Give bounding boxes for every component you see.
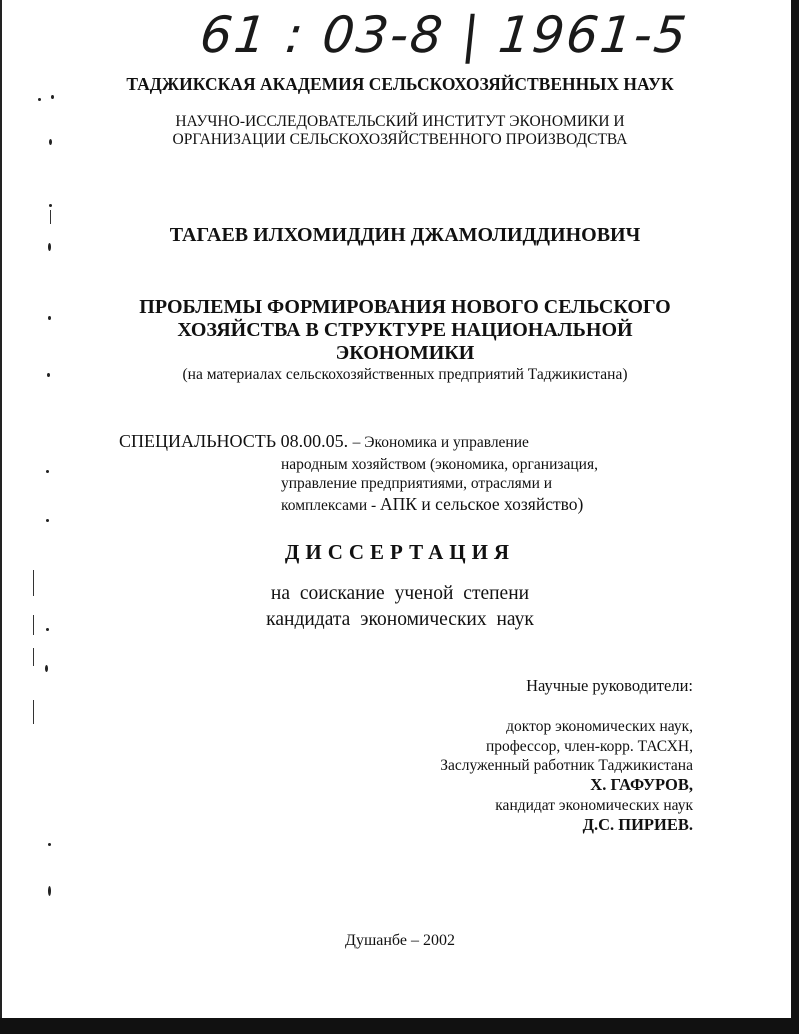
degree-line-1: на соискание ученой степени (270, 583, 530, 604)
specialty-heading (119, 431, 529, 452)
scan-left-edge (0, 0, 2, 1034)
scan-speck (48, 843, 51, 846)
author-name: ТАГАЕВ ИЛХОМИДДИН ДЖАМОЛИДДИНОВИЧ (169, 224, 641, 246)
scan-speck (46, 628, 49, 631)
specialty-line-4 (281, 494, 583, 515)
specialty-line-3: управление предприятиями, отраслями и (281, 475, 553, 492)
specialty-label: СПЕЦИАЛЬНОСТЬ 08.00.05. (119, 431, 349, 451)
dissertation-subtitle: (на материалах сельскохозяйственных предприятий Таджикистана) (182, 366, 628, 383)
supervisor-1-honor: Заслуженный работник Таджикистана (440, 757, 693, 774)
document-type: ДИССЕРТАЦИЯ (284, 540, 516, 564)
specialty-line-2: народным хозяйством (экономика, организация, (281, 456, 598, 473)
scan-speck (51, 95, 54, 99)
dissertation-title-line-1: ПРОБЛЕМЫ ФОРМИРОВАНИЯ НОВОГО СЕЛЬСКОГО (139, 296, 671, 318)
city-year: Душанбе – 2002 (345, 932, 455, 949)
academy-name: ТАДЖИКСКАЯ АКАДЕМИЯ СЕЛЬСКОХОЗЯЙСТВЕННЫХ НАУК (126, 74, 674, 94)
scan-mark (50, 210, 51, 224)
scan-speck (47, 373, 50, 377)
scan-bottom-border (0, 1018, 799, 1034)
handwritten-catalog-number: 61 : 03-8 | 1961-5 (197, 6, 691, 64)
specialty-line-4-part-1: комплексами - (281, 497, 381, 514)
scan-speck (38, 98, 41, 101)
scan-mark (33, 615, 34, 635)
scan-speck (49, 204, 52, 207)
institute-name-line-2: ОРГАНИЗАЦИИ СЕЛЬСКОХОЗЯЙСТВЕННОГО ПРОИЗВОДСТВА (172, 131, 628, 148)
dissertation-title-line-2: ХОЗЯЙСТВА В СТРУКТУРЕ НАЦИОНАЛЬНОЙ (177, 319, 633, 341)
institute-name-line-1: НАУЧНО-ИССЛЕДОВАТЕЛЬСКИЙ ИНСТИТУТ ЭКОНОМИКИ И (175, 113, 625, 130)
scan-mark (33, 700, 34, 724)
supervisors-label: Научные руководители: (526, 676, 693, 695)
scan-right-border (791, 0, 799, 1034)
supervisor-1-degree: доктор экономических наук, (506, 718, 693, 735)
specialty-line-4-part-2: АПК и сельское хозяйство) (380, 494, 584, 514)
supervisor-2-name: Д.С. ПИРИЕВ. (582, 815, 693, 834)
scan-mark (33, 570, 34, 596)
scan-speck (48, 886, 51, 896)
specialty-line-1: – Экономика и управление (352, 434, 529, 451)
scan-speck (48, 243, 51, 251)
scan-mark (33, 648, 34, 666)
dissertation-title-line-3: ЭКОНОМИКИ (335, 342, 475, 364)
supervisor-1-title: профессор, член-корр. ТАСХН, (485, 738, 693, 755)
scan-speck (45, 665, 48, 672)
scan-speck (46, 519, 49, 522)
degree-line-2: кандидата экономических наук (266, 609, 534, 630)
scan-speck (48, 316, 51, 320)
scan-speck (49, 139, 52, 145)
scan-speck (46, 470, 49, 473)
supervisor-1-name: Х. ГАФУРОВ, (590, 775, 693, 794)
supervisor-2-degree: кандидат экономических наук (495, 797, 693, 814)
